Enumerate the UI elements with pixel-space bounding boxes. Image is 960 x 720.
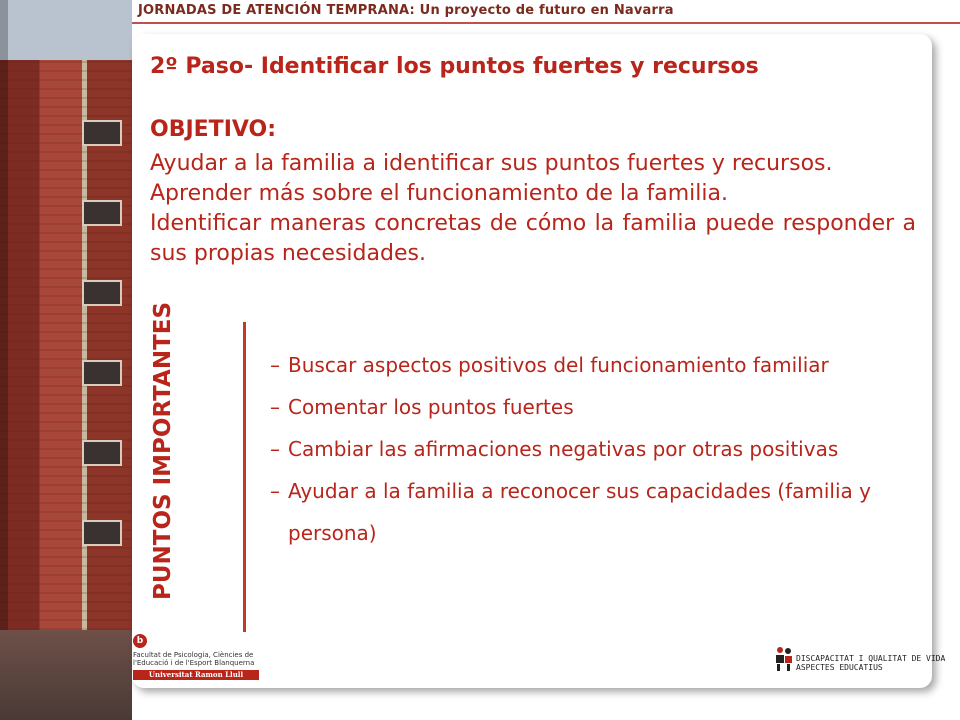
list-item [270,386,910,428]
point-text: Comentar los puntos fuertes [288,395,574,419]
window-decoration [82,200,122,226]
slide-heading: 2º Paso- Identificar los puntos fuertes y recursos [150,54,759,79]
window-decoration [82,120,122,146]
puntos-importantes-title: PUNTOS IMPORTANTES [150,301,176,600]
brand-line: ASPECTES EDUCATIUS [796,663,883,672]
objetivo-line: Identificar maneras concretas de cómo la familia puede responder a sus propias necesidades. [150,211,916,266]
bullet: – [270,437,280,461]
point-text: Ayudar a la familia a reconocer sus capacidades (familia y persona) [288,479,871,545]
point-text: Cambiar las afirmaciones negativas por otras positivas [288,437,839,461]
header-title: JORNADAS DE ATENCIÓN TEMPRANA: Un proyecto de futuro en Navarra [138,3,674,18]
window-decoration [82,520,122,546]
university-logo [133,634,263,680]
university-mark-icon: b [133,634,147,648]
university-name: Facultat de Psicologia, Ciències de l'Educació i de l'Esport Blanquerna [133,651,255,667]
header-rule [132,22,960,24]
brand-line: DISCAPACITAT I QUALITAT DE VIDA [796,654,946,663]
points-list [270,344,910,554]
list-item [270,344,910,386]
brand-text [796,654,945,672]
objetivo-label: OBJETIVO: [150,117,277,142]
objetivo-text [150,149,916,269]
building-ground [0,630,132,720]
bullet: – [270,395,280,419]
point-text: Buscar aspectos positivos del funcionamiento familiar [288,353,829,377]
window-decoration [82,280,122,306]
vertical-divider [243,322,246,632]
window-decoration [82,440,122,466]
objetivo-line: Aprender más sobre el funcionamiento de la familia. [150,181,728,206]
bullet: – [270,353,280,377]
building-photo [0,0,132,720]
window-decoration [82,360,122,386]
bullet: – [270,479,280,503]
university-bar: Universitat Ramon Llull [133,670,259,680]
brand-logo [774,646,946,674]
list-item [270,428,910,470]
list-item [270,470,910,554]
people-group-icon [774,646,794,672]
objetivo-line: Ayudar a la familia a identificar sus puntos fuertes y recursos. [150,151,833,176]
